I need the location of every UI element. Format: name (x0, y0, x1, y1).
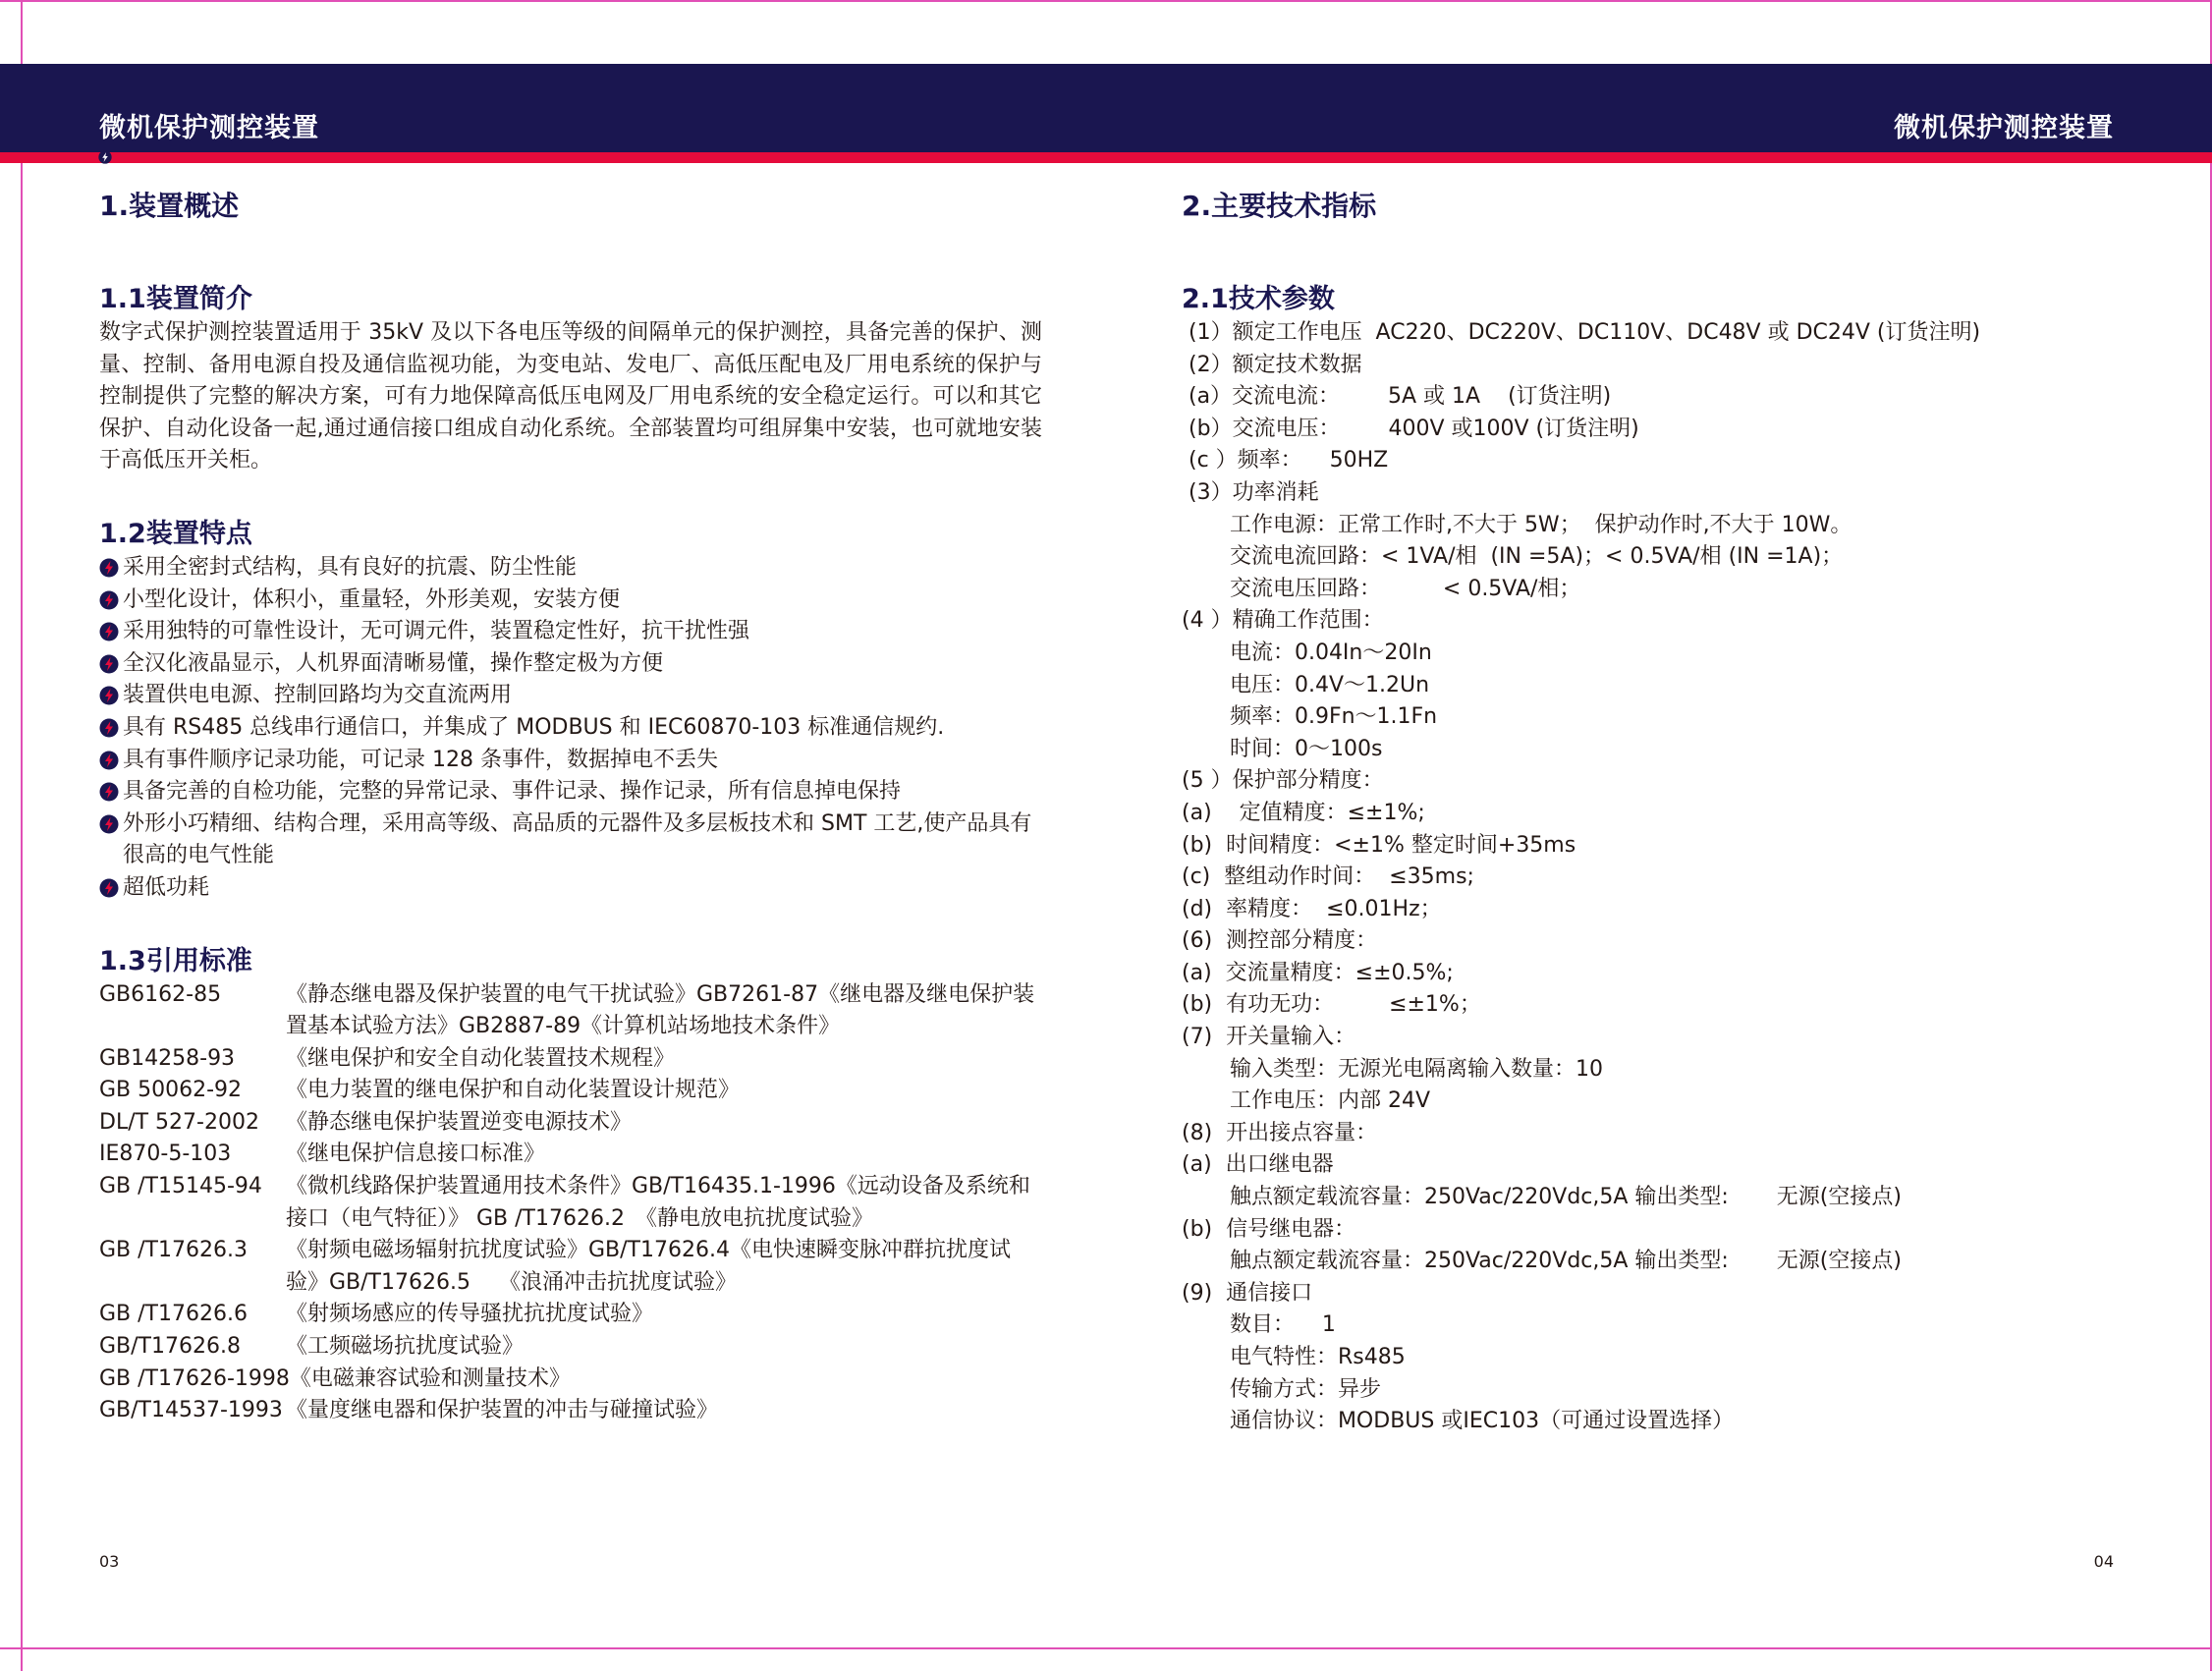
section-title-overview: 1.装置概述 (99, 190, 240, 222)
feature-item (99, 648, 1042, 681)
standard-code: GB14258-93 (99, 1045, 236, 1071)
param-line: 数目： 1 (1182, 1312, 1336, 1338)
param-line: (7) 开关量输入： (1182, 1025, 1356, 1050)
bottom-trim-line (0, 1647, 2212, 1649)
intro-text: 数字式保护测控装置适用于 35kV 及以下各电压等级的间隔单元的保护测控，具备完善的保护、测量、控制、备用电源自投及通信监视功能，为变电站、发电厂、高低压配电及厂用电系统的保护与控制提供了完整的解决方案，可有力地保障高低压电网及厂用电系统的安全稳定运行。可以和其它保护、自动化设备一起,通过通信接口组成自动化系统。全部装置均可组屏集中安装，也可就地安装于高低压开关柜。 (99, 320, 1042, 473)
param-line: (c) 整组动作时间： ≤35ms; (1182, 864, 1474, 890)
standard-code: GB/T17626.8 (99, 1334, 241, 1360)
param-line: (a) 定值精度：≤±1%; (1182, 800, 1425, 825)
standard-row (99, 1364, 1042, 1396)
standard-description: 《静态继电保护装置逆变电源技术》 (286, 1109, 633, 1135)
standard-row (99, 1395, 1042, 1427)
left-trim-line (21, 0, 23, 1671)
lightning-bolt-icon (99, 878, 119, 898)
features-title: 1.2装置特点 (99, 518, 252, 549)
right-page (1182, 187, 2115, 1438)
section-title-specs: 2.主要技术指标 (1182, 190, 1377, 222)
standards-list (99, 979, 1042, 1427)
param-line: 电气特性：Rs485 (1182, 1345, 1406, 1369)
param-line: 交流电流回路：< 1VA/相 (IN =5A)；< 0.5VA/相 (IN =1A)； (1182, 544, 1844, 570)
top-trim-line (0, 0, 2212, 2)
feature-item (99, 808, 1042, 872)
lightning-bolt-icon (99, 686, 119, 705)
lightning-bolt-icon (99, 782, 119, 802)
feature-item (99, 616, 1042, 648)
standard-row (99, 1299, 1042, 1331)
param-line: 交流电压回路： < 0.5VA/相； (1182, 576, 1581, 601)
param-line: (2）额定技术数据 (1182, 352, 1362, 377)
standard-row (99, 1171, 1042, 1235)
standard-code: DL/T 527-2002 (99, 1109, 259, 1135)
param-line: (b）交流电压： 400V 或100V (订货注明) (1182, 416, 1639, 441)
feature-text: 超低功耗 (123, 874, 210, 900)
param-line: (9) 通信接口 (1182, 1280, 1313, 1306)
standard-row (99, 1107, 1042, 1140)
left-page (99, 187, 1042, 1427)
standard-description: 《射频场感应的传导骚扰抗扰度试验》 (286, 1302, 654, 1327)
feature-item (99, 712, 1042, 745)
standard-description: 《继电保护和安全自动化装置技术规程》 (286, 1045, 676, 1071)
param-line: (d) 率精度： ≤0.01Hz； (1182, 896, 1442, 921)
standard-description: 《微机线路保护装置通用技术条件》GB/T16435.1-1996《远动设备及系统和接口（电气特征）》 GB /T17626.2 《静电放电抗扰度试验》 (286, 1174, 1030, 1231)
feature-text: 小型化设计，体积小，重量轻，外形美观，安装方便 (123, 586, 621, 612)
param-line: (4 ）精确工作范围： (1182, 608, 1384, 634)
feature-text: 具备完善的自检功能，完整的异常记录、事件记录、操作记录，所有信息掉电保持 (123, 779, 902, 805)
page-number-left: 03 (99, 1552, 120, 1571)
features-list (99, 552, 1042, 905)
param-line: (b) 信号继电器： (1182, 1216, 1356, 1242)
page-number-right: 04 (2093, 1552, 2114, 1571)
standard-code: GB /T15145-94 (99, 1174, 262, 1199)
standard-row (99, 1235, 1042, 1299)
feature-item (99, 872, 1042, 905)
params-list (1182, 317, 2115, 1438)
standard-row (99, 1075, 1042, 1107)
standard-description: 《量度继电器和保护装置的冲击与碰撞试验》 (286, 1398, 719, 1423)
standard-description: 《静态继电器及保护装置的电气干扰试验》GB7261-87《继电器及继电保护装置基本试验方法》GB2887-89《计算机站场地技术条件》 (286, 981, 1035, 1039)
feature-item (99, 776, 1042, 808)
standard-description: 《继电保护信息接口标准》 (286, 1142, 546, 1167)
lightning-bolt-icon (99, 654, 119, 674)
standard-row (99, 1331, 1042, 1364)
header-bolt-icon (98, 150, 112, 164)
param-line: (a）交流电流： 5A 或 1A (订货注明) (1182, 384, 1612, 410)
feature-item (99, 680, 1042, 712)
param-line: (a) 出口继电器 (1182, 1152, 1334, 1178)
lightning-bolt-icon (99, 751, 119, 770)
standard-code: GB 50062-92 (99, 1078, 243, 1103)
standard-description: 《电磁兼容试验和测量技术》 (289, 1365, 571, 1391)
header-red-stripe (0, 152, 2212, 163)
param-line: (a) 交流量精度：≤±0.5%; (1182, 960, 1454, 985)
param-line: (6) 测控部分精度： (1182, 928, 1378, 954)
param-line: 触点额定载流容量：250Vac/220Vdc,5A 输出类型: 无源(空接点) (1182, 1185, 1902, 1210)
standard-code: GB/T14537-1993 (99, 1398, 283, 1423)
param-line: 电压：0.4V～1.2Un (1182, 672, 1430, 697)
standard-code: GB /T17626.6 (99, 1302, 248, 1327)
standard-code: IE870-5-103 (99, 1142, 232, 1167)
header-title-right: 微机保护测控装置 (1894, 113, 2114, 143)
param-line: 频率：0.9Fn～1.1Fn (1182, 704, 1438, 730)
lightning-bolt-icon (99, 558, 119, 578)
standards-title: 1.3引用标准 (99, 945, 252, 976)
param-line: (3）功率消耗 (1182, 479, 1319, 505)
param-line: 时间：0～100s (1182, 736, 1383, 761)
param-line: (b) 时间精度：<±1% 整定时间+35ms (1182, 832, 1576, 858)
param-line: 工作电压：内部 24V (1182, 1088, 1430, 1114)
param-line: 输入类型：无源光电隔离输入数量：10 (1182, 1056, 1603, 1082)
feature-text: 外形小巧精细、结构合理，采用高等级、高品质的元器件及多层板技术和 SMT 工艺,使产品具有很高的电气性能 (123, 810, 1032, 868)
standard-description: 《工频磁场抗扰度试验》 (286, 1334, 525, 1360)
param-line: 工作电源：正常工作时,不大于 5W； 保护动作时,不大于 10W。 (1182, 512, 1853, 537)
param-line: (b) 有功无功： ≤±1%； (1182, 992, 1481, 1018)
standard-row (99, 979, 1042, 1043)
standard-row (99, 1139, 1042, 1171)
header-title-left: 微机保护测控装置 (99, 113, 319, 143)
param-line: 电流：0.04In～20In (1182, 640, 1432, 665)
param-line: (c ）频率： 50HZ (1182, 448, 1389, 473)
intro-title: 1.1装置简介 (99, 284, 252, 314)
standard-row (99, 1043, 1042, 1076)
param-line: (8) 开出接点容量： (1182, 1120, 1378, 1145)
header-band (0, 64, 2212, 152)
param-line: 触点额定载流容量：250Vac/220Vdc,5A 输出类型: 无源(空接点) (1182, 1249, 1902, 1274)
param-line: (1）额定工作电压 AC220、DC220V、DC110V、DC48V 或 DC24V (订货注明) (1182, 320, 1981, 345)
standard-code: GB /T17626.3 (99, 1238, 248, 1263)
lightning-bolt-icon (99, 622, 119, 641)
standard-description: 《射频电磁场辐射抗扰度试验》GB/T17626.4《电快速瞬变脉冲群抗扰度试验》GB/T17626.5 《浪涌冲击抗扰度试验》 (286, 1238, 1011, 1295)
feature-text: 采用全密封式结构，具有良好的抗震、防尘性能 (123, 554, 578, 580)
lightning-bolt-icon (99, 718, 119, 738)
feature-text: 全汉化液晶显示，人机界面清晰易懂，操作整定极为方便 (123, 650, 664, 676)
feature-text: 具有 RS485 总线串行通信口，并集成了 MODBUS 和 IEC60870-103 标准通信规约. (123, 714, 945, 740)
param-line: 通信协议：MODBUS 或IEC103（可通过设置选择） (1182, 1409, 1735, 1434)
feature-item (99, 552, 1042, 585)
feature-text: 具有事件顺序记录功能，可记录 128 条事件，数据掉电不丢失 (123, 747, 718, 772)
feature-text: 装置供电电源、控制回路均为交直流两用 (123, 683, 513, 708)
lightning-bolt-icon (99, 814, 119, 834)
param-line: 传输方式：异步 (1182, 1376, 1381, 1402)
standard-code: GB6162-85 (99, 981, 222, 1007)
feature-item (99, 585, 1042, 617)
standard-code: GB /T17626-1998 (99, 1365, 290, 1391)
lightning-bolt-icon (99, 590, 119, 610)
feature-item (99, 745, 1042, 777)
feature-text: 采用独特的可靠性设计，无可调元件，装置稳定性好，抗干扰性强 (123, 619, 750, 644)
param-line: (5 ）保护部分精度： (1182, 768, 1384, 794)
params-title: 2.1技术参数 (1182, 284, 1335, 314)
standard-description: 《电力装置的继电保护和自动化装置设计规范》 (286, 1078, 741, 1103)
